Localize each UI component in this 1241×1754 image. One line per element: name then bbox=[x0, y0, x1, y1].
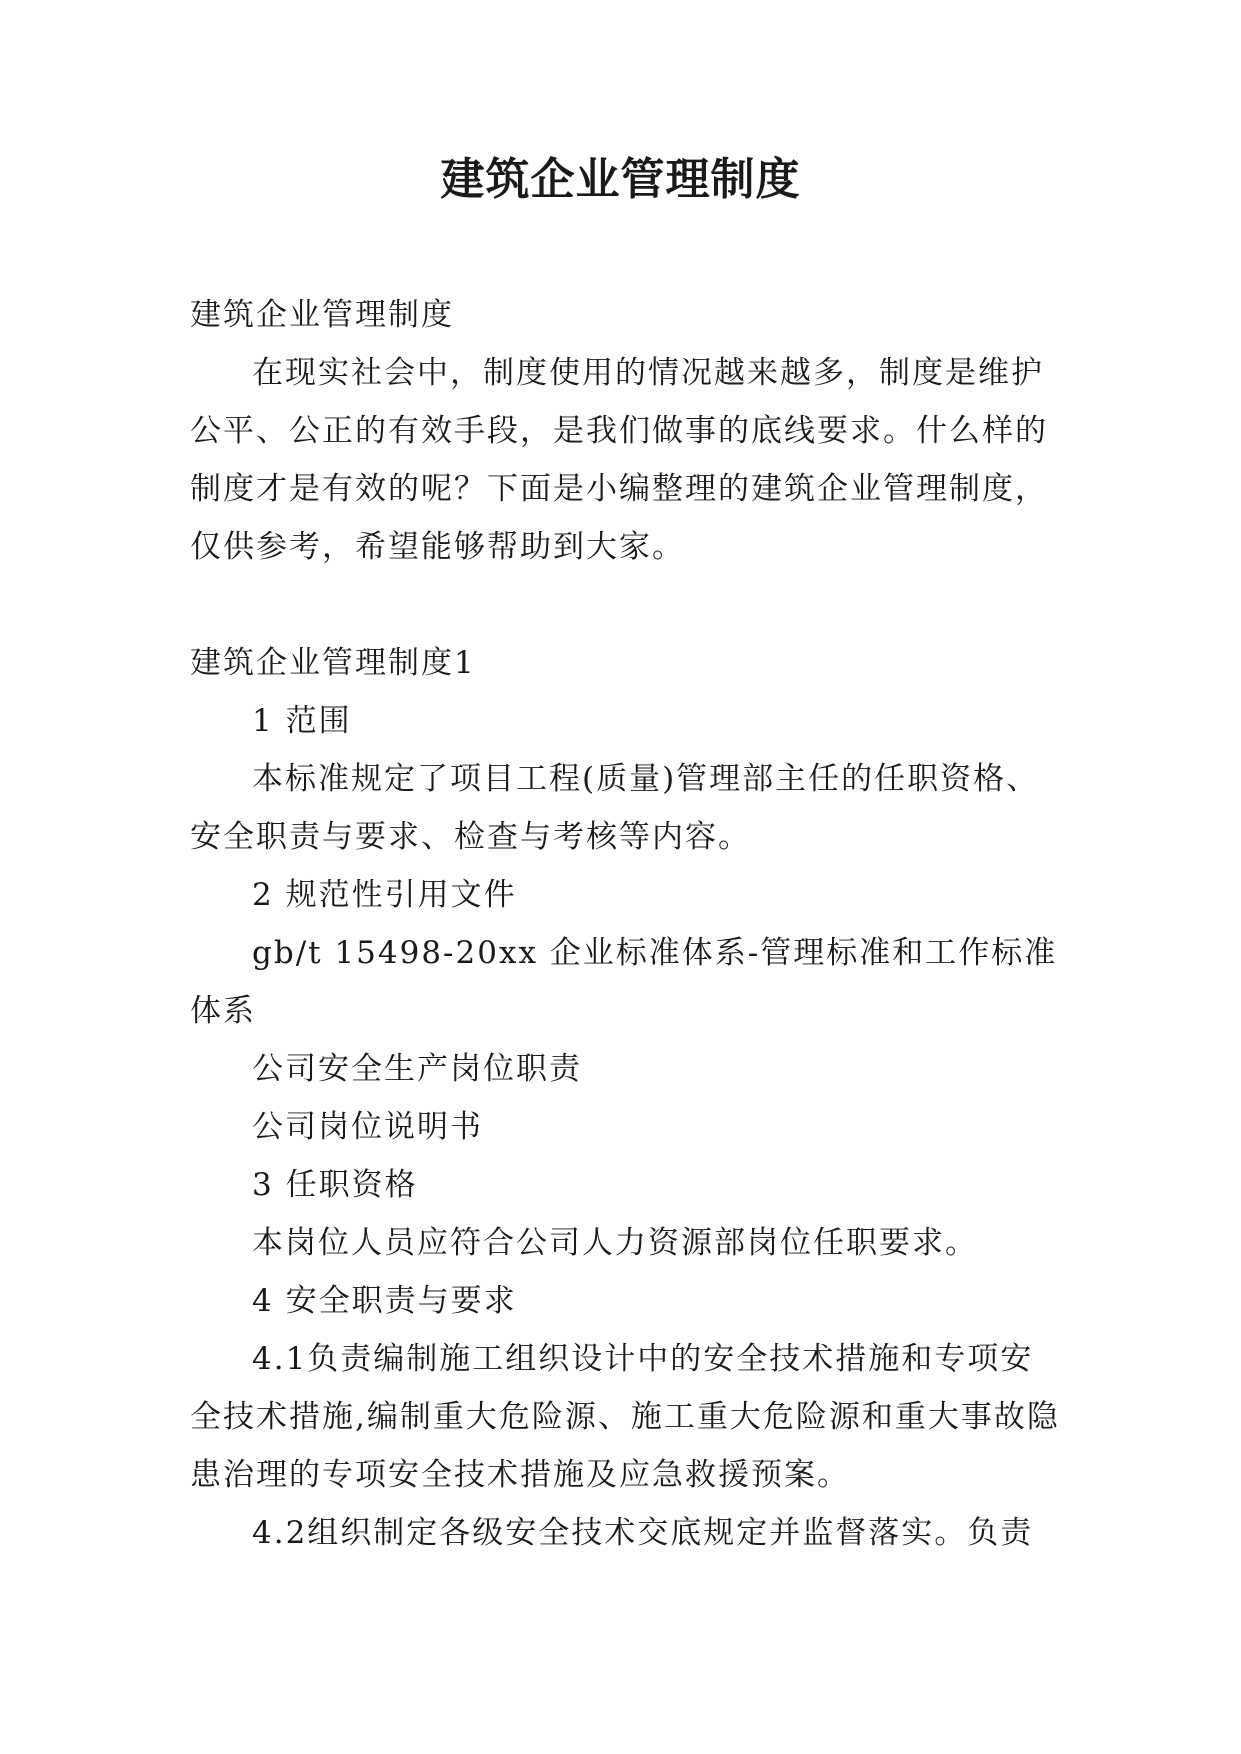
paragraph-reference-duties: 公司安全生产岗位职责 bbox=[252, 1051, 582, 1087]
paragraph-intro: 在现实社会中，制度使用的情况越来越多，制度是维护公平、公正的有效手段，是我们做事的底线要求。什么样的制度才是有效的呢？下面是小编整理的建筑企业管理制度，仅供参考，希望能够帮助到大家。 bbox=[190, 355, 1048, 565]
paragraph-qualification-heading: 3 任职资格 bbox=[252, 1167, 418, 1203]
paragraph-reference-standard: gb/t 15498-20xx 企业标准体系-管理标准和工作标准体系 bbox=[190, 935, 1058, 1029]
document-title: 建筑企业管理制度 bbox=[440, 154, 801, 205]
paragraph-heading: 建筑企业管理制度 bbox=[190, 297, 454, 333]
paragraph-qualification-body: 本岗位人员应符合公司人力资源部岗位任职要求。 bbox=[252, 1225, 978, 1261]
paragraph-scope-body: 本标准规定了项目工程(质量)管理部主任的任职资格、安全职责与要求、检查与考核等内容。 bbox=[190, 761, 1040, 855]
paragraph-duty-4-2: 4.2组织制定各级安全技术交底规定并监督落实。负责 bbox=[252, 1515, 1034, 1551]
paragraph-scope-heading: 1 范围 bbox=[252, 703, 352, 739]
document-body bbox=[190, 286, 1060, 1562]
paragraph-duty-4-1: 4.1负责编制施工组织设计中的安全技术措施和专项安全技术措施,编制重大危险源、施工重大危险源和重大事故隐患治理的专项安全技术措施及应急救援预案。 bbox=[190, 1341, 1060, 1493]
paragraph-reference-manual: 公司岗位说明书 bbox=[252, 1109, 483, 1145]
paragraph-duties-heading: 4 安全职责与要求 bbox=[252, 1283, 517, 1319]
section-heading: 建筑企业管理制度1 bbox=[190, 645, 476, 681]
paragraph-references-heading: 2 规范性引用文件 bbox=[252, 877, 517, 913]
